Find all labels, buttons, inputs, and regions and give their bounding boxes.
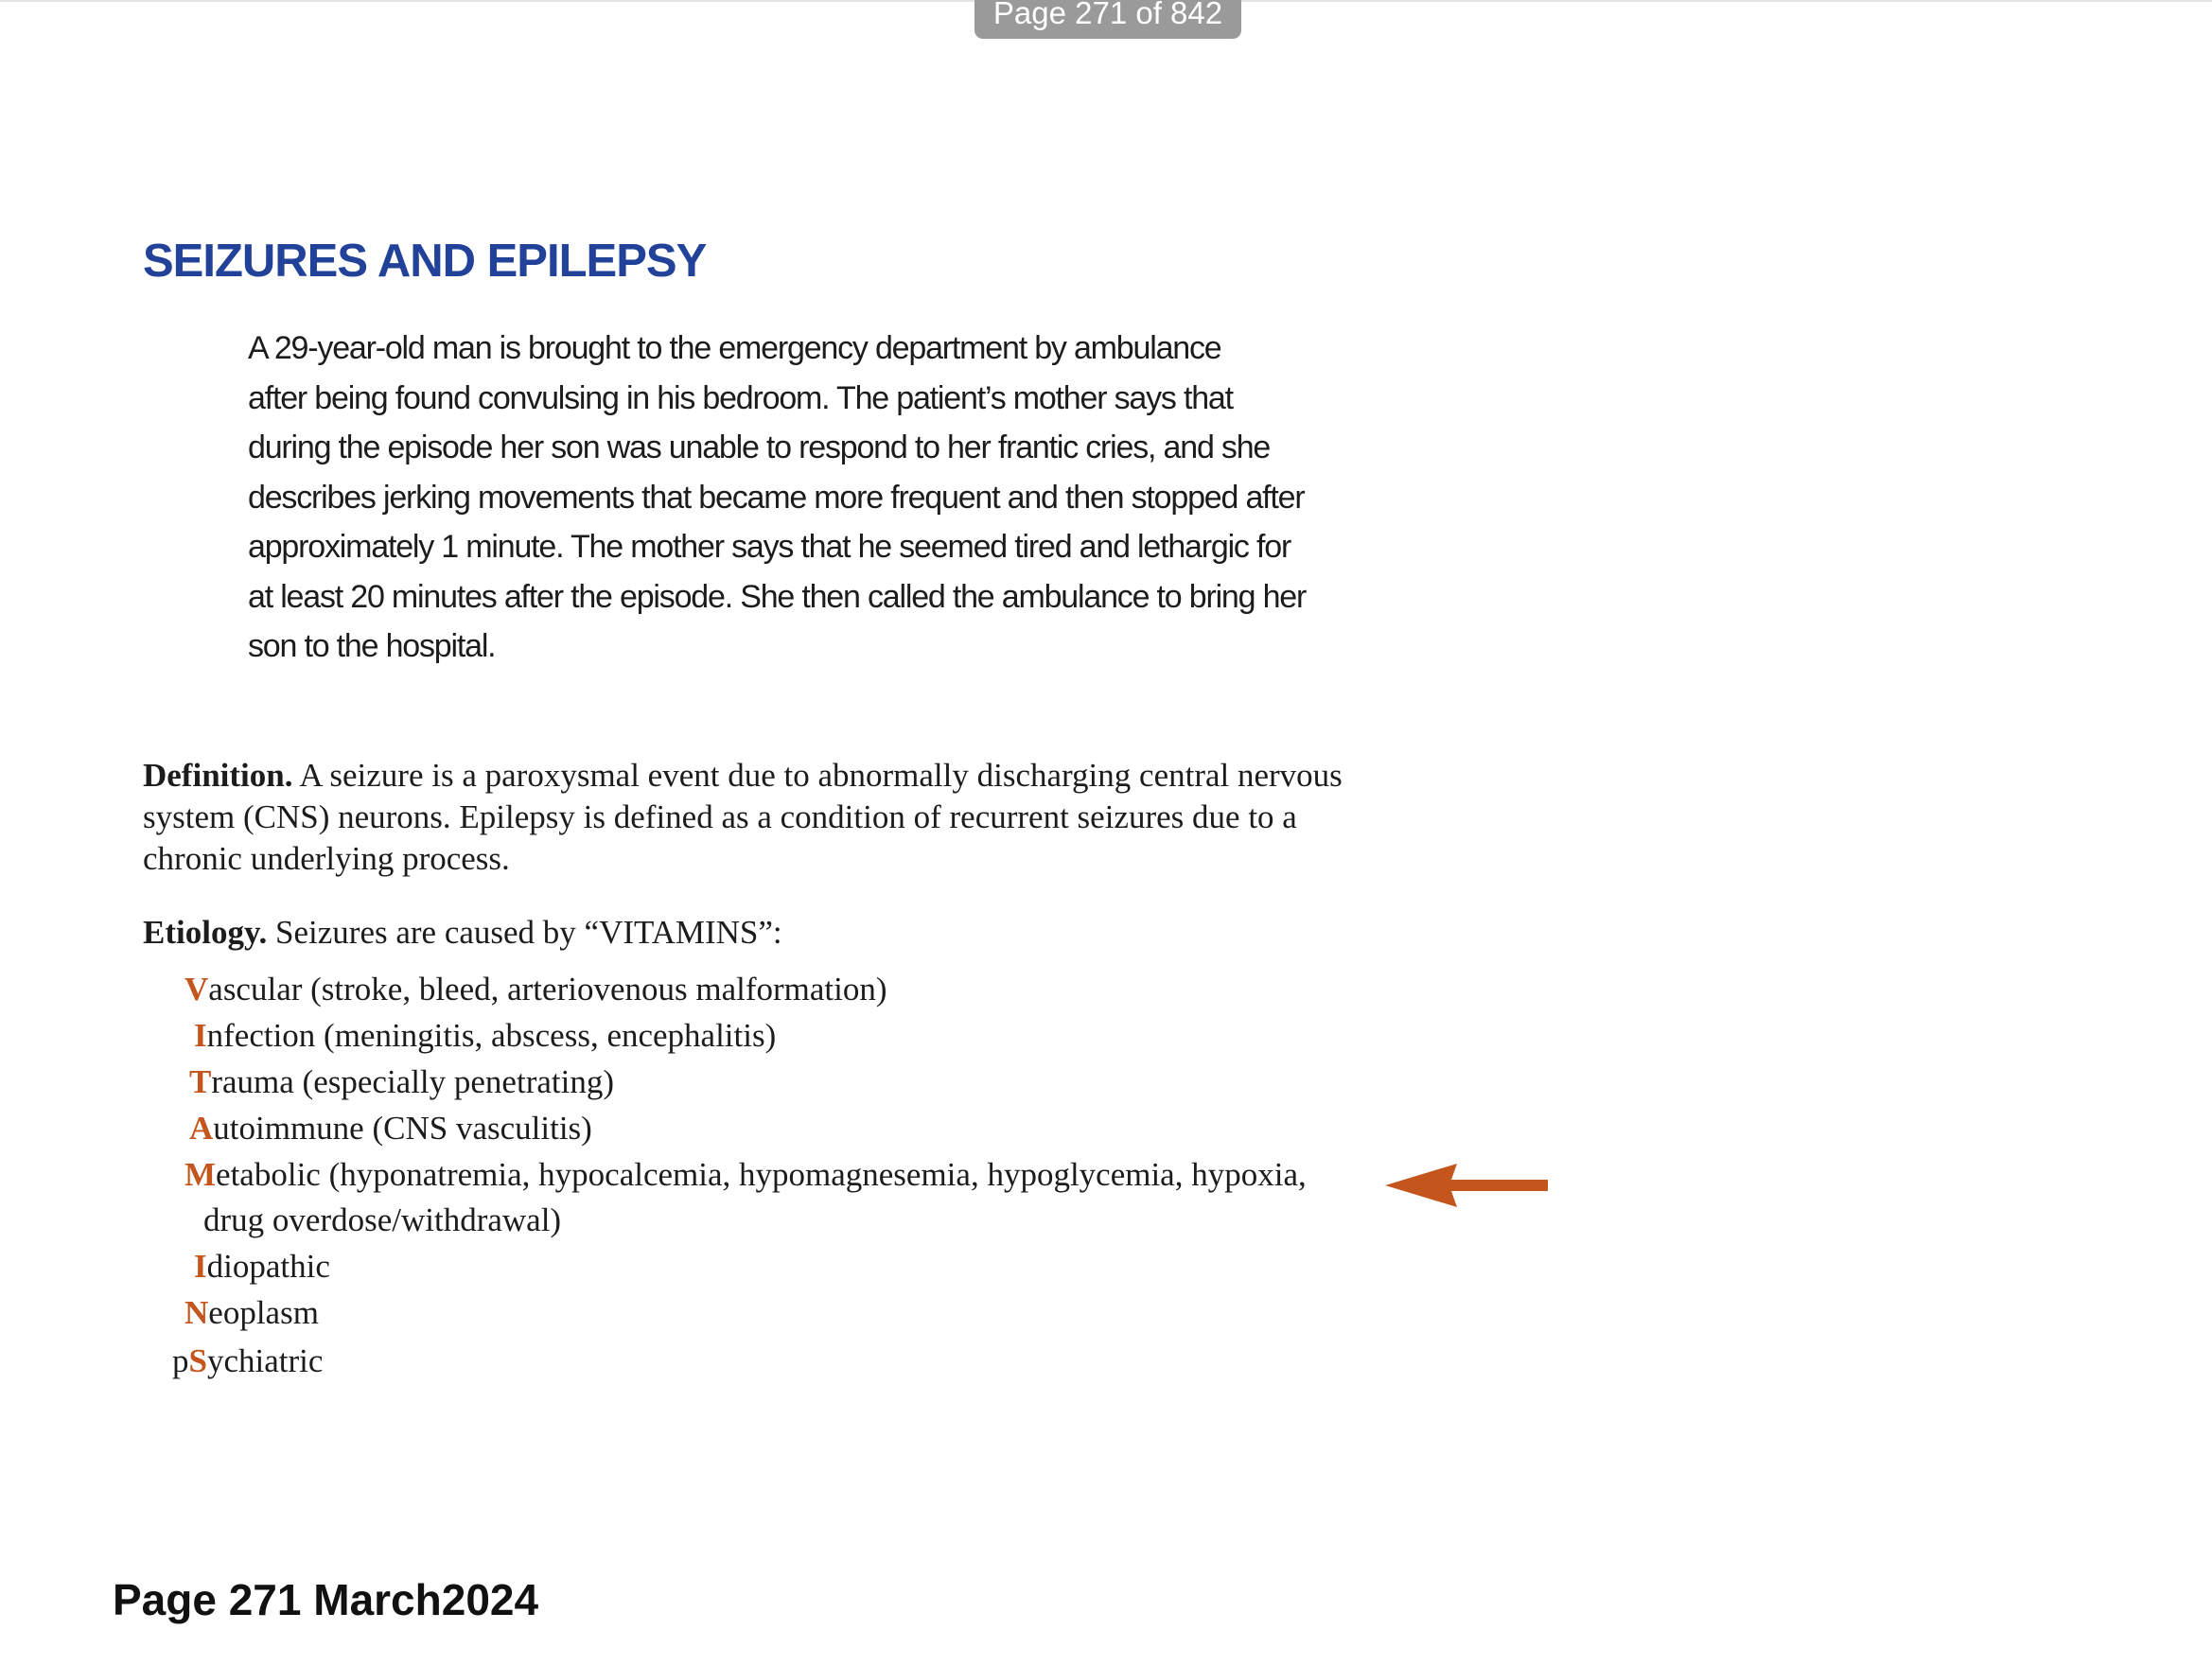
list-item: Trauma (especially penetrating) (189, 1063, 614, 1100)
page-indicator: Page 271 of 842 (974, 0, 1241, 39)
list-item: Idiopathic (194, 1248, 330, 1285)
list-item: Infection (meningitis, abscess, encephalitis) (194, 1017, 777, 1054)
case-vignette (248, 324, 1421, 672)
vignette-line: during the episode her son was unable to respond to her frantic cries, and she (248, 429, 1271, 465)
etiology-text: Seizures are caused by “VITAMINS”: (267, 914, 782, 951)
mnemonic-letter: T (189, 1063, 212, 1100)
vignette-line: after being found convulsing in his bedroom. The patient’s mother says that (248, 379, 1233, 416)
mnemonic-letter: A (189, 1110, 214, 1147)
page-footer: Page 271 March2024 (113, 1575, 539, 1624)
mnemonic-letter: N (184, 1294, 209, 1331)
etiology-label: Etiology. (143, 914, 268, 951)
etiology-paragraph (143, 912, 782, 954)
vignette-line: A 29-year-old man is brought to the emergency department by ambulance (248, 330, 1221, 366)
vignette-line: describes jerking movements that became more frequent and then stopped after (248, 479, 1305, 516)
mnemonic-letter: M (184, 1156, 217, 1193)
list-item: pSychiatric (172, 1342, 324, 1379)
list-item: Neoplasm (184, 1294, 319, 1331)
vignette-line: at least 20 minutes after the episode. She then called the ambulance to bring her (248, 578, 1307, 615)
list-item-continuation: drug overdose/withdrawal) (203, 1201, 562, 1238)
mnemonic-letter: S (188, 1342, 207, 1379)
mnemonic-letter: V (184, 971, 209, 1008)
definition-text: system (CNS) neurons. Epilepsy is defined as a condition of recurrent seizures due to a (143, 798, 1297, 835)
definition-text: A seizure is a paroxysmal event due to abnormally discharging central nervous (292, 757, 1343, 794)
left-arrow-icon (1385, 1164, 1552, 1207)
list-item: Autoimmune (CNS vasculitis) (189, 1110, 592, 1147)
definition-label: Definition. (143, 757, 293, 794)
vignette-line: approximately 1 minute. The mother says that he seemed tired and lethargic for (248, 529, 1291, 565)
vignette-line: son to the hospital. (248, 628, 496, 664)
list-item: Vascular (stroke, bleed, arteriovenous malformation) (184, 971, 887, 1008)
definition-text: chronic underlying process. (143, 840, 510, 877)
definition-paragraph (143, 755, 1343, 880)
list-item: Metabolic (hyponatremia, hypocalcemia, hypomagnesemia, hypoglycemia, hypoxia, (184, 1156, 1307, 1193)
mnemonic-letter: I (194, 1017, 207, 1054)
mnemonic-letter: I (194, 1248, 207, 1285)
section-title: SEIZURES AND EPILEPSY (143, 236, 707, 287)
